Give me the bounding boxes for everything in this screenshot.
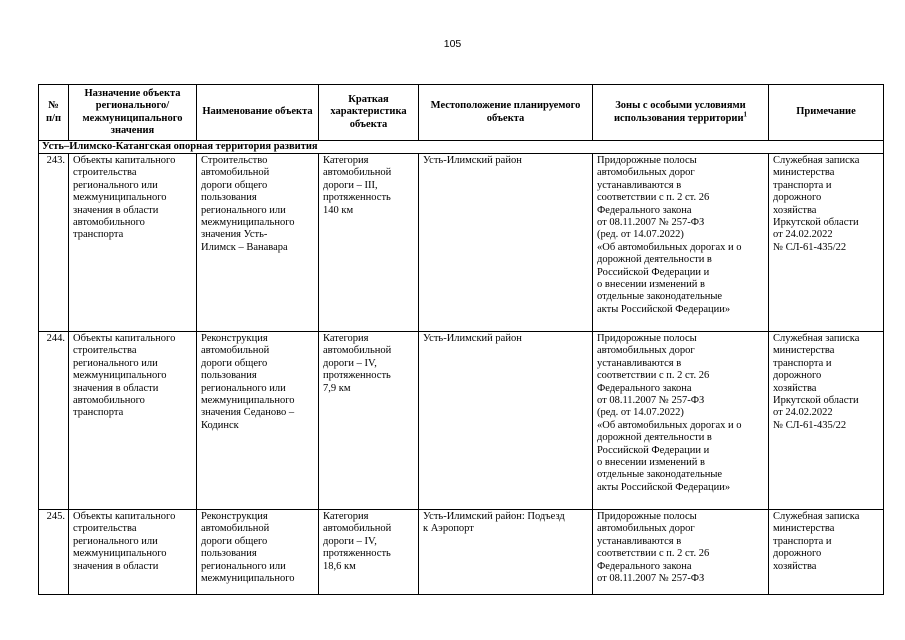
row-characteristic: Категория автомобильной дороги – III, протяженность 140 км <box>319 154 419 332</box>
header-note: Примечание <box>769 85 884 141</box>
row-location: Усть-Илимский район: Подъезд к Аэропорт <box>419 510 593 595</box>
header-zones <box>593 85 769 141</box>
row-zones: Придорожные полосы автомобильных дорог устанавливаются в соответствии с п. 2 ст. 26 Федерального закона от 08.11.2007 № 257-ФЗ (ред. от 14.07.2022) «Об автомобильных дорогах и о дорожной деятельности в Российской Федерации и о внесении изменений в отдельные законодательные акты Российской Федерации» <box>593 154 769 332</box>
row-note: Служебная записка министерства транспорта и дорожного хозяйства Иркутской области от 24.02.2022 № СЛ-61-435/22 <box>769 332 884 510</box>
footnote-marker: 1 <box>743 110 748 118</box>
row-characteristic: Категория автомобильной дороги – IV, протяженность 18,6 км <box>319 510 419 595</box>
row-number: 243. <box>39 154 69 332</box>
row-name: Реконструкция автомобильной дороги общего пользования регионального или межмуниципального <box>197 510 319 595</box>
table-row <box>39 154 884 332</box>
row-location: Усть-Илимский район <box>419 154 593 332</box>
row-zones: Придорожные полосы автомобильных дорог устанавливаются в соответствии с п. 2 ст. 26 Федерального закона от 08.11.2007 № 257-ФЗ (ред. от 14.07.2022) «Об автомобильных дорогах и о дорожной деятельности в Российской Федерации и о внесении изменений в отдельные законодательные акты Российской Федерации» <box>593 332 769 510</box>
table-row <box>39 510 884 595</box>
row-number: 245. <box>39 510 69 595</box>
header-location: Местоположение планируемого объекта <box>419 85 593 141</box>
row-purpose: Объекты капитального строительства регионального или межмуниципального значения в области автомобильного транспорта <box>69 332 197 510</box>
row-note: Служебная записка министерства транспорта и дорожного хозяйства Иркутской области от 24.02.2022 № СЛ-61-435/22 <box>769 154 884 332</box>
header-zones-text: Зоны с особыми условиями использования территории <box>613 100 746 124</box>
row-zones: Придорожные полосы автомобильных дорог устанавливаются в соответствии с п. 2 ст. 26 Федерального закона от 08.11.2007 № 257-ФЗ <box>593 510 769 595</box>
header-characteristic: Краткая характеристика объекта <box>319 85 419 141</box>
header-num: № п/п <box>39 85 69 141</box>
row-characteristic: Категория автомобильной дороги – IV, протяженность 7,9 км <box>319 332 419 510</box>
row-note: Служебная записка министерства транспорта и дорожного хозяйства <box>769 510 884 595</box>
row-number: 244. <box>39 332 69 510</box>
table-header-row <box>39 85 884 141</box>
header-name: Наименование объекта <box>197 85 319 141</box>
objects-table <box>38 84 884 595</box>
page-number: 105 <box>443 38 462 50</box>
header-purpose: Назначение объекта регионального/ межмуниципального значения <box>69 85 197 141</box>
table-row <box>39 332 884 510</box>
section-title: Усть–Илимско-Катангская опорная территория развития <box>39 141 884 154</box>
row-name: Реконструкция автомобильной дороги общего пользования регионального или межмуниципального значения Седаново – Кодинск <box>197 332 319 510</box>
row-purpose: Объекты капитального строительства регионального или межмуниципального значения в области автомобильного транспорта <box>69 154 197 332</box>
row-name: Строительство автомобильной дороги общего пользования регионального или межмуниципального значения Усть- Илимск – Ванавара <box>197 154 319 332</box>
row-location: Усть-Илимский район <box>419 332 593 510</box>
row-purpose: Объекты капитального строительства регионального или межмуниципального значения в области <box>69 510 197 595</box>
section-row <box>39 141 884 154</box>
